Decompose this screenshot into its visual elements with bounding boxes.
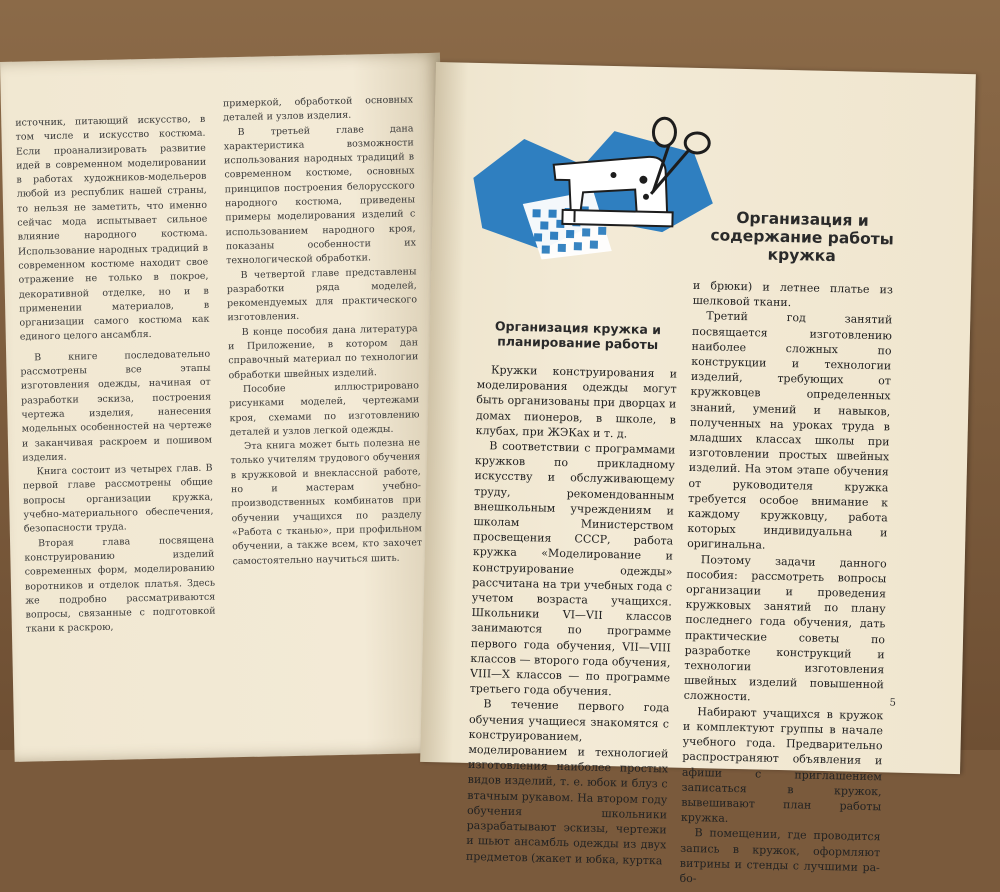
paragraph: Третий год занятий посвящается изготовлению наиболее сложных по конструкции и технологии изделий, требующих от кружковцев определенных знаний, умений и навыков, полученных на уроках труда в младших классах школы при изготовлении простых швейных изделий. На этом этапе обучения от руководителя кружка требуется особое внимание к каждому кружковцу, работа которых индивидуальна и оригинальна. [687, 308, 892, 556]
paragraph: и брюки) и летнее платье из шелковой ткани. [692, 278, 893, 313]
right-page [420, 62, 976, 774]
paragraph: Кружки конструирования и моделирования одежды могут быть организованы при дворцах и домах пионеров, в школе, в клубах, при ЖЭКах и т. д. [475, 362, 677, 443]
paragraph: Книга состоит из четырех глав. В первой главе рассмотрены общие вопросы организации кружка, учебно-материального обеспечения, безопасности труда. [22, 462, 213, 537]
left-page [0, 53, 455, 762]
paragraph: В четвертой главе представлены разработки ряда моделей, рекомендуемых для практического изготовления. [226, 265, 417, 326]
paragraph: Поэтому задачи данного пособия: рассмотреть вопросы организации и проведения кружковых занятий по плану последнего года обучения, дать практические советы по разработке конструкций и технологии изготовления швейных изделий повышенной сложности. [684, 551, 887, 708]
paragraph: В конце пособия дана литература и Приложение, в котором дан справочный материал по технологии обработки швейных изделий. [228, 322, 419, 383]
section-title: Организация кружка и планирование работы [478, 318, 679, 353]
paragraph: Эта книга может быть полезна не только учителям трудового обучения в кружковой и внеклассной работе, но и мастерам учебно-производственных комбинатов при обучении учащихся по разделу «Работа с тканью», при профильном обучении, а также всем, кто захочет самостоятельно научиться шить. [230, 436, 423, 569]
paragraph: Пособие иллюстрировано рисунками моделей, чертежами кроя, схемами по изготовлению деталей и узлов легкой одежды. [229, 379, 420, 440]
page-number: 5 [889, 697, 896, 708]
paragraph: В помещении, где проводится запись в кружок, оформляют витрины и стенды с лучшими рабо- [679, 825, 880, 890]
paragraph: примеркой, обработкой основных деталей и узлов изделия. [223, 93, 414, 126]
right-column-2 [679, 278, 893, 891]
paragraph: Вторая глава посвящена конструированию изделий современных форм, моделированию воротников и отделок платья. Здесь же подробно рассматриваются вопросы, связанные с подготовкой ткани к раскрою, [24, 533, 216, 637]
left-column-1 [15, 113, 216, 638]
right-column-1 [466, 318, 678, 868]
paragraph: источник, питающий искусство, в том числе и искусство костюма. Если проанализировать развитие идей в современном моделировании в работах художников-модельеров любой из республик нашей страны, то нельзя не заметить, что именно сейчас мода испытывает сильное влияние народного костюма. Использование народных традиций в современном костюме находит свое отражение не только в покрое, декоративной отделке, но и в применении материалов, в организации самого костюма как единого целого ансамбля. [15, 113, 210, 346]
paragraph: В течение первого года обучения учащиеся знакомятся с конструированием, моделированием и технологией изготовления наиболее простых видов изделий, т. е. юбок и блуз с втачным рукавом. На втором году обучения школьники разрабатывают эскизы, чертежи и шьют ансамбль одежды из двух предметов (жакет и юбка, куртка [466, 696, 670, 868]
paragraph: В соответствии с программами кружков по прикладному искусству и обслуживающему труду, рекомендованным внешкольным учреждениям и школам Министерством просвещения СССР, работа кружка «Моделирование и конструирование одежды» рассчитана на три учебных года с учетом возраста учащихся. Школьники VI—VII классов занимаются по программе первого года обучения, VII—VIII классов — второго года обучения, VIII—X классов — по программе третьего года обучения. [470, 438, 676, 701]
paragraph: Набирают учащихся в кружок и комплектуют группы в начале учебного года. Предварительно распространяют объявления и афиши с приглашением записаться в кружок, вывешивают план работы кружка. [681, 703, 884, 829]
sewing-illustration [462, 108, 725, 264]
paragraph: В книге последовательно рассмотрены все этапы изготовления одежды, начиная от разработки эскиза, построения чертежа изделия, нанесения модельных особенностей на чертеже и заканчивая раскроем и пошивом изделия. [20, 347, 212, 465]
chapter-title: Организация и содержание работы кружка [702, 208, 903, 267]
paragraph: В третьей главе дана характеристика возможности использования народных традиций в современном костюме, основных принципов построения белорусского народного костюма, приведены примеры моделирования изделий с использованием народного кроя, показаны особенности их технологической обработки. [223, 122, 416, 269]
left-column-2 [223, 93, 423, 569]
